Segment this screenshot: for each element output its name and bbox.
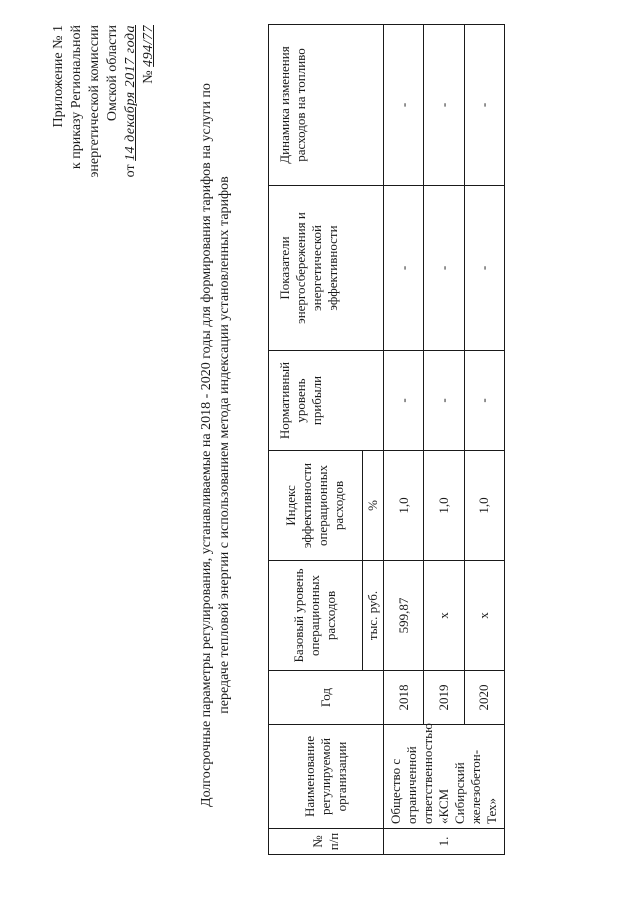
org-name: Общество с ограниченной ответственностью «КСМ Сибирский железобетон-Тех»	[384, 725, 505, 829]
header-fuel-dynamics: Динамика изменения расходов на топливо	[269, 25, 384, 186]
header-profit-level: Нормативный уровень прибыли	[269, 351, 384, 451]
cell-fuel-dynamics: -	[384, 25, 424, 186]
handwritten-date: 14 декабря 2017 года	[123, 25, 138, 161]
cell-year: 2020	[464, 671, 504, 725]
cell-year: 2018	[384, 671, 424, 725]
cell-energy-saving: -	[424, 186, 464, 351]
cell-efficiency-index: 1,0	[464, 451, 504, 561]
tariff-parameters-table	[268, 24, 505, 855]
unit-efficiency-index: %	[362, 451, 383, 561]
header-org: Наименование регулируемой организации	[269, 725, 384, 829]
cell-energy-saving: -	[384, 186, 424, 351]
cell-base-opex: 599,87	[384, 561, 424, 671]
header-energy-saving: Показатели энергосбережения и энергетической эффективности	[269, 186, 384, 351]
cell-profit-level: -	[384, 351, 424, 451]
row-number: 1.	[384, 829, 505, 855]
cell-profit-level: -	[424, 351, 464, 451]
cell-energy-saving: -	[464, 186, 504, 351]
commission-name: энергетической комиссии Омской области	[87, 25, 120, 178]
header-row	[269, 25, 363, 855]
cell-year: 2019	[424, 671, 464, 725]
header-base-opex: Базовый уровень операционных расходов	[269, 561, 363, 671]
cell-fuel-dynamics: -	[464, 25, 504, 186]
order-reference: к приказу Региональной	[69, 25, 84, 170]
header-year: Год	[269, 671, 384, 725]
title-line-1: Долгосрочные параметры регулирования, устанавливаемые на 2018 - 2020 годы для формирования тарифов на услуги по	[199, 83, 214, 807]
approval-block	[50, 25, 158, 185]
cell-efficiency-index: 1,0	[384, 451, 424, 561]
document-title	[198, 25, 234, 865]
cell-efficiency-index: 1,0	[424, 451, 464, 561]
cell-base-opex: x	[464, 561, 504, 671]
header-num: № п/п	[269, 829, 384, 855]
cell-profit-level: -	[464, 351, 504, 451]
appendix-label: Приложение № 1	[51, 25, 66, 128]
header-efficiency-index: Индекс эффективности операционных расходов	[269, 451, 363, 561]
number-prefix: №	[141, 70, 156, 84]
table-row	[384, 25, 424, 855]
unit-base-opex: тыс. руб.	[362, 561, 383, 671]
order-date-number	[122, 25, 158, 185]
handwritten-number: 494/77	[141, 25, 156, 67]
title-line-2: передаче тепловой энергии с использованием метода индексации установленных тарифов	[217, 176, 232, 714]
cell-base-opex: x	[424, 561, 464, 671]
cell-fuel-dynamics: -	[424, 25, 464, 186]
date-prefix: от	[123, 164, 138, 178]
